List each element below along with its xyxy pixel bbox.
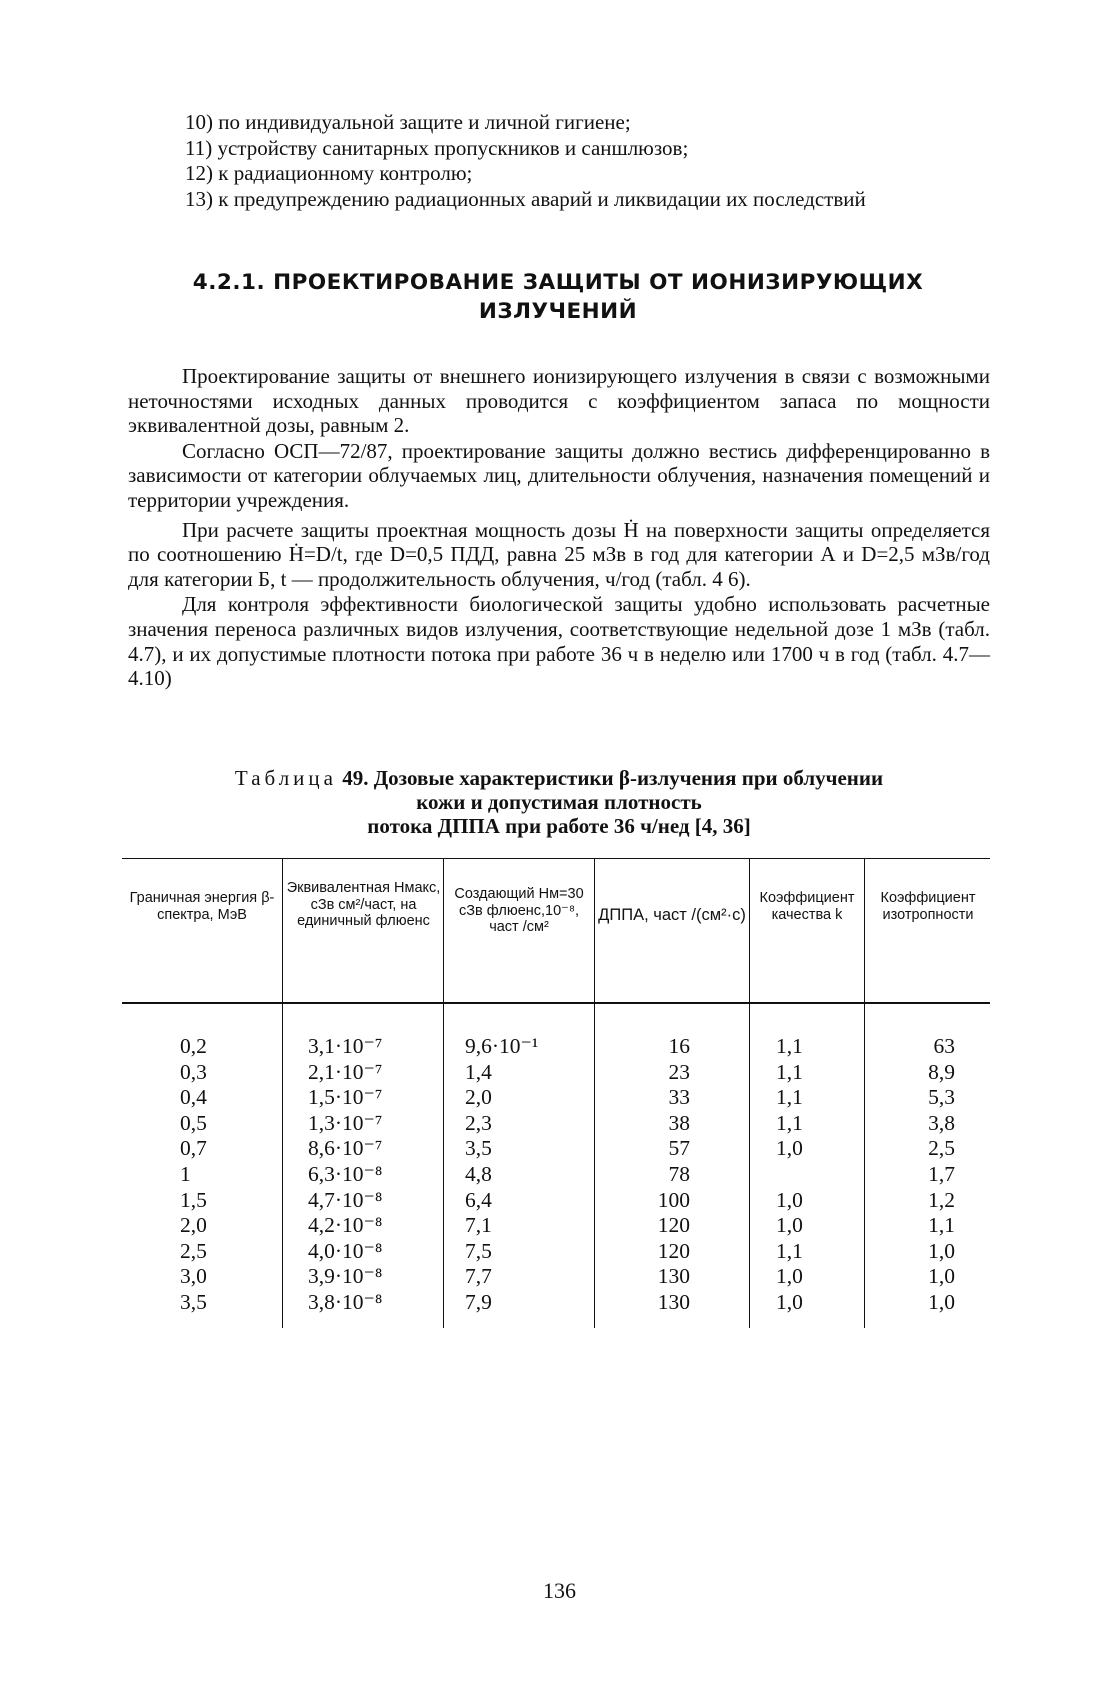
table-cell: 100: [657, 1187, 690, 1212]
paragraph: Согласно ОСП—72/87, проектирование защиты должно вестись дифференцированно в зависимости от категории облучаемых лиц, длительности облучения, назначения помещений и территории учреждения.: [128, 438, 990, 512]
table-cell: 1,5: [180, 1187, 207, 1212]
table-cell: 38: [668, 1110, 690, 1135]
table-cell: 120: [657, 1213, 690, 1238]
table-cell: 1,0: [776, 1136, 803, 1161]
section-heading-line: ИЗЛУЧЕНИЙ: [478, 299, 638, 324]
column-divider: [443, 858, 444, 1328]
table-cell: 120: [657, 1238, 690, 1263]
isotropy-column: [880, 1034, 955, 1316]
table-cell: 2,0: [465, 1085, 492, 1110]
table-cell: 9,6·10⁻¹: [465, 1034, 539, 1058]
table-cell: 23: [668, 1059, 690, 1084]
table-title-line: кожи и допустимая плотность: [416, 790, 702, 814]
table-cell: 1,0: [776, 1213, 803, 1238]
table-cell: 7,9: [465, 1289, 492, 1314]
table-cell: 1,2: [928, 1187, 955, 1212]
table-cell: 2,3: [465, 1110, 492, 1135]
table-cell: 1,0: [776, 1264, 803, 1289]
table-cell: 78: [668, 1161, 690, 1186]
list-item: 12) к радиационному контролю;: [185, 161, 473, 185]
requirements-list: [128, 110, 988, 212]
table-cell: 1,4: [465, 1059, 492, 1084]
table-cell: 6,3·10⁻⁸: [308, 1161, 383, 1186]
energy-column: [180, 1034, 207, 1316]
table-cell: 8,6·10⁻⁷: [308, 1136, 383, 1161]
table-cell: 5,3: [928, 1085, 955, 1110]
column-divider: [282, 858, 283, 1328]
paragraph: При расчете защиты проектная мощность дозы Ḣ на поверхности защиты определяется по соотношению Ḣ=D/t, где D=0,5 ПДД, равна 25 мЗв в год для категории А и D=2,5 мЗв/год для категории Б, t — продолжительность облучения, ч/год (табл. 4 6).: [128, 517, 990, 591]
table-header-cell: Коэффициент качества k: [759, 890, 855, 923]
table-cell: 1,0: [776, 1187, 803, 1212]
table-cell: 4,8: [465, 1161, 492, 1186]
table-cell: 7,7: [465, 1264, 492, 1289]
table-cell: 3,8: [928, 1110, 955, 1135]
table-cell: 2,1·10⁻⁷: [308, 1059, 383, 1084]
table-header-rule: [122, 1002, 990, 1004]
section-heading-line: 4.2.1. ПРОЕКТИРОВАНИЕ ЗАЩИТЫ ОТ ИОНИЗИРУЮЩИХ: [192, 270, 924, 295]
table-header-cell: Граничная энергия β-спектра, МэВ: [129, 890, 275, 923]
table-cell: 3,5: [180, 1289, 207, 1314]
paragraph: Проектирование защиты от внешнего ионизирующего излучения в связи с возможными неточностями исходных данных проводится с коэффициентом запаса по мощности эквивалентной дозы, равным 2.: [128, 364, 990, 438]
table-caption: [128, 766, 990, 838]
table-cell: 0,5: [180, 1110, 207, 1135]
paragraph: Для контроля эффективности биологической защиты удобно использовать расчетные значения переноса различных видов излучения, соответствующие недельной дозе 1 мЗв (табл. 4.7), и их допустимые плотности потока при работе 36 ч в неделю или 1700 ч в год (табл. 4.7—4.10): [128, 592, 990, 691]
table-cell: 3,8·10⁻⁸: [308, 1289, 383, 1314]
table-cell: 3,5: [465, 1136, 492, 1161]
table-title-line: 49. Дозовые характеристики β-излучения при облучении: [342, 766, 884, 790]
table-cell: 4,2·10⁻⁸: [308, 1213, 383, 1238]
table-cell: 2,5: [928, 1136, 955, 1161]
table-cell: 0,2: [180, 1034, 207, 1058]
column-divider: [594, 858, 595, 1328]
table-cell: 1,5·10⁻⁷: [308, 1085, 383, 1110]
table-cell: 1,1: [776, 1034, 803, 1058]
table-cell: 2,5: [180, 1238, 207, 1263]
table-cell: 16: [668, 1034, 690, 1058]
table-cell: 7,5: [465, 1238, 492, 1263]
table-cell: 2,0: [180, 1213, 207, 1238]
table-cell: 1,1: [776, 1238, 803, 1263]
table-cell: 1,7: [928, 1161, 955, 1186]
table-label: Таблица: [234, 766, 337, 790]
table-header-cell: Создающий Hм=30 сЗв флюенс,10⁻⁸, част /см²: [454, 886, 584, 935]
page-number: 136: [543, 1578, 576, 1603]
body-text: [128, 364, 990, 691]
table-cell: 1,1: [776, 1110, 803, 1135]
column-divider: [864, 858, 865, 1328]
table-cell: 63: [933, 1034, 955, 1058]
list-item: 10) по индивидуальной защите и личной гигиене;: [185, 110, 631, 134]
table-cell: 1,3·10⁻⁷: [308, 1110, 383, 1135]
table-cell: 4,0·10⁻⁸: [308, 1238, 383, 1263]
table-cell: 3,9·10⁻⁸: [308, 1264, 383, 1289]
list-item: 13) к предупреждению радиационных аварий и ликвидации их последствий: [185, 186, 866, 211]
fluence-column: [465, 1034, 538, 1316]
table-cell: 8,9: [928, 1059, 955, 1084]
table-cell: 1,0: [928, 1289, 955, 1314]
table-cell: 1,1: [776, 1085, 803, 1110]
column-divider: [749, 858, 750, 1328]
table-cell: 1,0: [928, 1264, 955, 1289]
table-cell: 1: [180, 1161, 191, 1186]
table-cell: 0,4: [180, 1085, 207, 1110]
quality-column: [776, 1034, 803, 1316]
list-item: 11) устройству санитарных пропускников и саншлюзов;: [185, 135, 689, 160]
table-cell: [776, 1162, 803, 1188]
dpp-column: [600, 1034, 690, 1316]
table-cell: 1,0: [928, 1238, 955, 1263]
table-cell: 3,0: [180, 1264, 207, 1289]
table-top-rule: [122, 858, 990, 859]
table-cell: 130: [657, 1264, 690, 1289]
table-cell: 33: [668, 1085, 690, 1110]
table-cell: 0,3: [180, 1059, 207, 1084]
equivalent-column: [308, 1034, 382, 1316]
table-cell: 1,1: [776, 1059, 803, 1084]
table-cell: 1,1: [928, 1213, 955, 1238]
table-title-line: потока ДППА при работе 36 ч/нед [4, 36]: [367, 814, 751, 838]
table-header-cell: Эквивалентная Hмакс, сЗв см²/част, на единичный флюенс: [286, 880, 441, 929]
table-header-cell: Коэффициент изотропности: [880, 890, 976, 923]
table-cell: 0,7: [180, 1136, 207, 1161]
table-cell: 130: [657, 1289, 690, 1314]
table-cell: 4,7·10⁻⁸: [308, 1187, 383, 1212]
table-cell: 57: [668, 1136, 690, 1161]
table-cell: 6,4: [465, 1187, 492, 1212]
section-heading: [128, 268, 988, 326]
table-cell: 7,1: [465, 1213, 492, 1238]
table-header-cell: ДППА, част /(см²·с): [598, 906, 746, 924]
table-cell: 1,0: [776, 1289, 803, 1314]
table-cell: 3,1·10⁻⁷: [308, 1034, 383, 1058]
